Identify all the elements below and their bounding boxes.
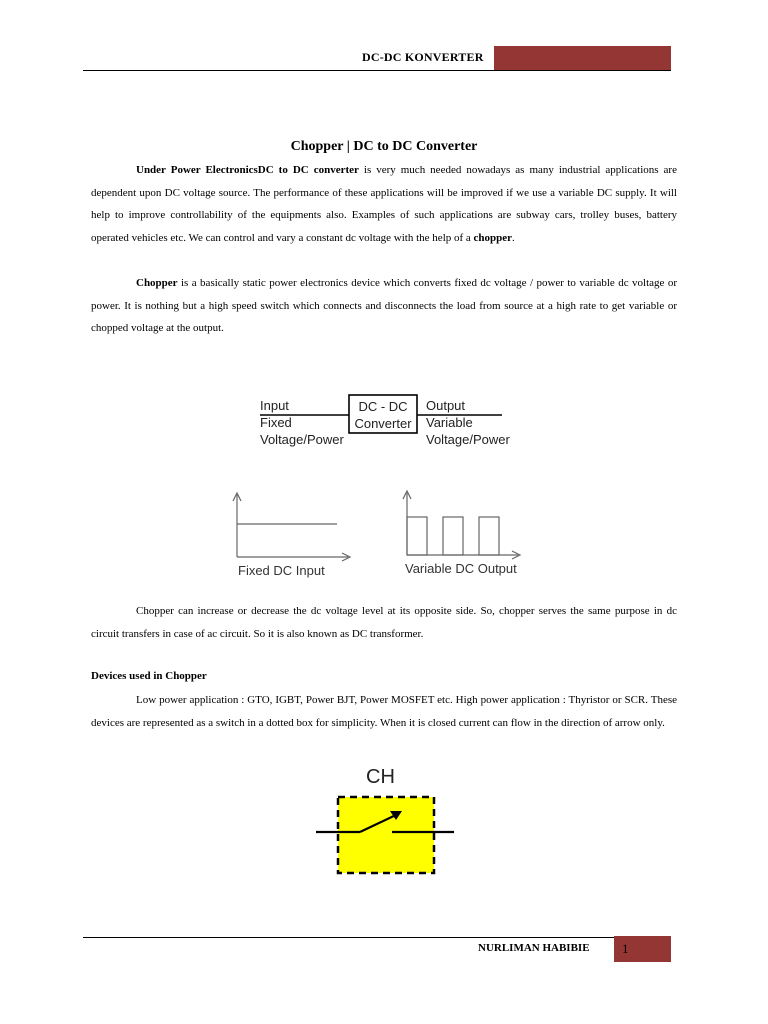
body-text: Chopper can increase or decrease the dc voltage level at its opposite side. So, chopper serves the same purpose in dc circuit transfers in case of ac circuit. So it is also known as DC transformer. bbox=[91, 605, 677, 640]
converter-box-label: DC - DC bbox=[358, 399, 408, 414]
input-voltage-label: Voltage/Power bbox=[260, 432, 344, 447]
bold-text: Under Power Electronics bbox=[136, 164, 258, 176]
converter-block-diagram bbox=[238, 385, 540, 585]
document-title: Chopper | DC to DC Converter bbox=[290, 139, 478, 154]
page-number: 1 bbox=[622, 941, 629, 956]
fixed-dc-graph bbox=[233, 493, 350, 561]
paragraph-dc-transformer bbox=[91, 600, 677, 645]
variable-dc-graph bbox=[403, 491, 520, 559]
bold-text: Chopper bbox=[136, 277, 178, 289]
body-text: is a basically static power electronics device which converts fixed dc voltage / power to variable dc voltage or power. It is nothing but a high speed switch which connects and disconnects the load from source at a high rate to get variable or chopped voltage at the output. bbox=[91, 277, 677, 334]
chopper-switch-symbol bbox=[310, 760, 460, 880]
bold-text: chopper bbox=[473, 231, 513, 244]
fixed-dc-input-label: Fixed DC Input bbox=[238, 563, 325, 578]
header-rule bbox=[83, 70, 671, 71]
output-voltage-label: Voltage/Power bbox=[426, 432, 510, 447]
output-variable-label: Variable bbox=[426, 415, 473, 430]
section-heading: Devices used in Chopper bbox=[91, 670, 207, 682]
body-text: is very much needed nowadays as many industrial applications are dependent upon DC voltage source. The performance of these applications will be improved if we use a variable DC supply. It will help to improve controllability of the equipments also. Examples of such applications are subway cars, trolley buses, battery operated vehicles etc. We can control and vary a constant dc voltage with the help of a bbox=[91, 164, 677, 244]
header-accent-bar bbox=[494, 46, 671, 70]
header-title: DC-DC KONVERTER bbox=[362, 50, 484, 64]
output-label: Output bbox=[426, 398, 466, 413]
paragraph-intro bbox=[91, 159, 677, 249]
variable-dc-output-label: Variable DC Output bbox=[405, 561, 517, 576]
body-text: Low power application : GTO, IGBT, Power BJT, Power MOSFET etc. High power application : Thyristor or SCR. These devices are represented as a switch in a dotted box for simplicity. When it is closed current can flow in the direction of arrow only. bbox=[91, 694, 677, 729]
bold-text: DC to DC converter bbox=[257, 164, 359, 176]
input-fixed-label: Fixed bbox=[260, 415, 292, 430]
switch-label: CH bbox=[366, 766, 395, 788]
switch-box bbox=[338, 797, 434, 873]
body-text: . bbox=[512, 231, 515, 244]
converter-box-label: Converter bbox=[354, 416, 412, 431]
input-label: Input bbox=[260, 398, 289, 413]
paragraph-devices bbox=[91, 689, 677, 734]
footer-author: NURLIMAN HABIBIE bbox=[478, 942, 590, 954]
footer-rule bbox=[83, 937, 671, 938]
paragraph-chopper-definition bbox=[91, 272, 677, 340]
